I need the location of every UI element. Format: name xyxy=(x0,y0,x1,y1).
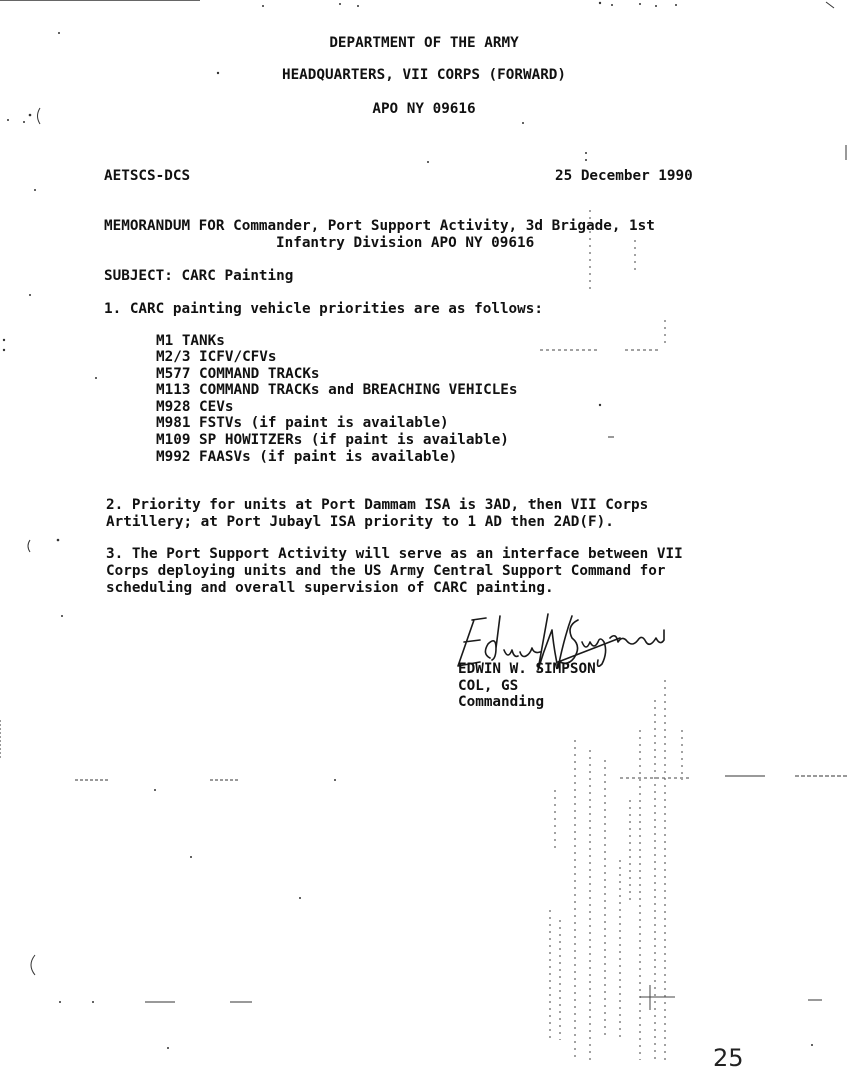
priority-item: M981 FSTVs (if paint is available) xyxy=(156,415,449,431)
para1-intro: 1. CARC painting vehicle priorities are as follows: xyxy=(104,301,543,317)
header-headquarters: HEADQUARTERS, VII CORPS (FORWARD) xyxy=(281,67,567,83)
priority-item: M113 COMMAND TRACKs and BREACHING VEHICLEs xyxy=(156,382,518,398)
header-apo: APO NY 09616 xyxy=(372,101,476,117)
para3-line3: scheduling and overall supervision of CARC painting. xyxy=(106,580,554,596)
memo-for-line1: MEMORANDUM FOR Commander, Port Support Activity, 3d Brigade, 1st xyxy=(104,218,655,234)
signer-title: Commanding xyxy=(458,694,545,710)
para2-line1: 2. Priority for units at Port Dammam ISA is 3AD, then VII Corps xyxy=(106,497,649,513)
header-department: DEPARTMENT OF THE ARMY xyxy=(329,35,519,51)
signer-name: EDWIN W. SIMPSON xyxy=(458,661,596,677)
para3-line1: 3. The Port Support Activity will serve as an interface between VII xyxy=(106,546,683,562)
priority-item: M928 CEVs xyxy=(156,399,234,415)
memo-for-line2: Infantry Division APO NY 09616 xyxy=(276,235,535,251)
para2-line2: Artillery; at Port Jubayl ISA priority to 1 AD then 2AD(F). xyxy=(106,514,614,530)
signer-rank: COL, GS xyxy=(458,678,519,694)
para3-line2: Corps deploying units and the US Army Central Support Command for xyxy=(106,563,666,579)
memo-subject: SUBJECT: CARC Painting xyxy=(104,268,294,284)
priority-item: M992 FAASVs (if paint is available) xyxy=(156,449,458,465)
page-number: 25 xyxy=(713,1044,744,1072)
priority-item: M109 SP HOWITZERs (if paint is available) xyxy=(156,432,509,448)
priority-item: M1 TANKs xyxy=(156,333,225,349)
office-symbol: AETSCS-DCS xyxy=(104,168,191,184)
memo-date: 25 December 1990 xyxy=(555,168,693,184)
priority-item: M577 COMMAND TRACKs xyxy=(156,366,320,382)
priority-item: M2/3 ICFV/CFVs xyxy=(156,349,277,365)
